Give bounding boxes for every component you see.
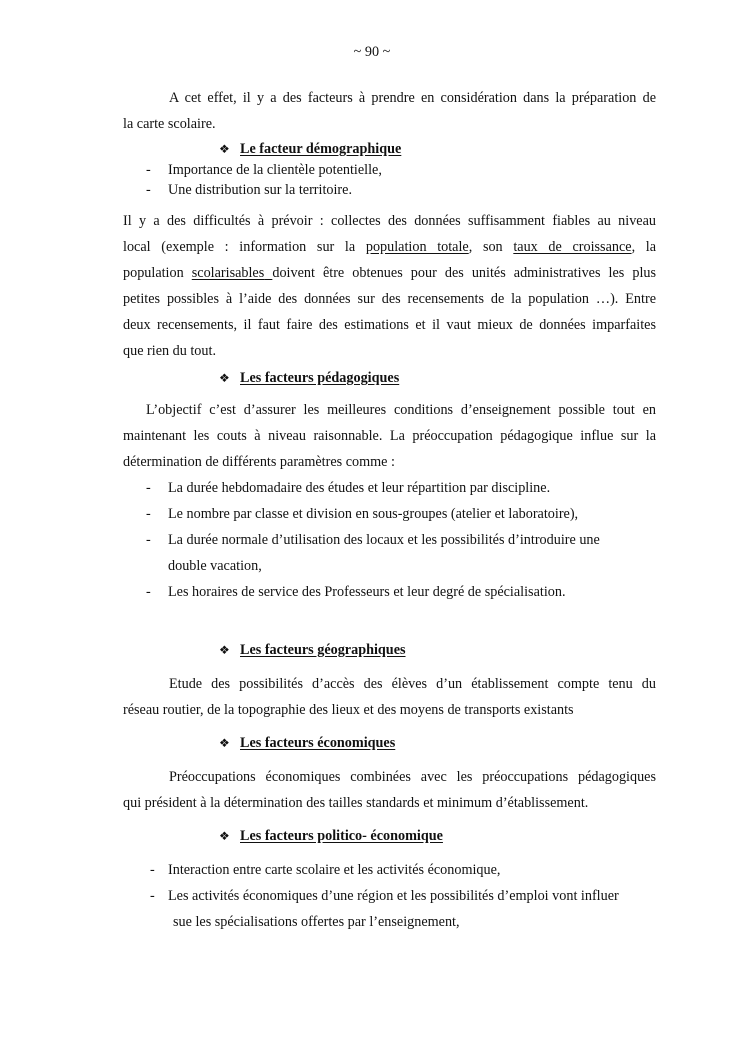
list-item: La durée hebdomadaire des études et leur répartition par discipline. [168, 480, 551, 496]
diamond-bullet-icon: ❖ [219, 643, 230, 657]
heading-geographiques: Les facteurs géographiques [240, 642, 406, 658]
heading-economiques: Les facteurs économiques [240, 735, 396, 751]
list-item: Le nombre par classe et division en sous-groupes (atelier et laboratoire), [168, 506, 579, 522]
para3-line-1: L’objectif c’est d’assurer les meilleures conditions d’enseignement possible tout en [146, 402, 656, 418]
dash-bullet: - [146, 162, 151, 178]
dash-bullet: - [150, 888, 155, 904]
list-item-continuation: sue les spécialisations offertes par l’enseignement, [173, 914, 460, 930]
dash-bullet: - [150, 862, 155, 878]
para4-line-2: réseau routier, de la topographie des lieux et des moyens de transports existants [123, 702, 574, 718]
para2-line-6: que rien du tout. [123, 343, 216, 359]
diamond-bullet-icon: ❖ [219, 371, 230, 385]
para2-line-2: local (exemple : information sur la population totale, son taux de croissance, la [123, 239, 657, 255]
para2-line-3: population scolarisables doivent être obtenues pour des unités administratives les plus [123, 265, 657, 281]
para2-line-5: deux recensements, il faut faire des estimations et il vaut mieux de données imparfaites [123, 317, 656, 333]
underlined-term: scolarisables [191, 265, 265, 281]
dash-bullet: - [146, 506, 151, 522]
dash-bullet: - [146, 584, 151, 600]
list-item: Une distribution sur la territoire. [168, 182, 353, 198]
para3-line-2: maintenant les couts à niveau raisonnable. La préoccupation pédagogique influe sur la [123, 428, 656, 444]
dash-bullet: - [146, 532, 151, 548]
list-item: Importance de la clientèle potentielle, [168, 162, 382, 178]
list-item: Les activités économiques d’une région et les possibilités d’emploi vont influer [168, 888, 619, 904]
diamond-bullet-icon: ❖ [219, 142, 230, 156]
dash-bullet: - [146, 480, 151, 496]
list-item: La durée normale d’utilisation des locaux et les possibilités d’introduire une [168, 532, 600, 548]
diamond-bullet-icon: ❖ [219, 829, 230, 843]
para5-line-2: qui président à la détermination des tailles standards et minimum d’établissement. [123, 795, 589, 811]
para4-line-1: Etude des possibilités d’accès des élèves d’un établissement compte tenu du [169, 676, 656, 692]
list-item: Interaction entre carte scolaire et les activités économique, [168, 862, 501, 878]
intro-line-2: la carte scolaire. [123, 116, 216, 132]
para3-line-3: détermination de différents paramètres comme : [123, 454, 395, 470]
list-item-continuation: double vacation, [168, 558, 262, 574]
intro-line-1: A cet effet, il y a des facteurs à prendre en considération dans la préparation de [169, 90, 656, 106]
diamond-bullet-icon: ❖ [219, 736, 230, 750]
heading-pedagogiques: Les facteurs pédagogiques [240, 370, 400, 386]
dash-bullet: - [146, 182, 151, 198]
para2-line-1: Il y a des difficultés à prévoir : collectes des données suffisamment fiables au niveau [123, 213, 656, 229]
underlined-term: taux de croissance [513, 239, 632, 255]
heading-politico-economique: Les facteurs politico- économique [240, 828, 443, 844]
heading-demographique: Le facteur démographique [240, 141, 402, 157]
page-number: ~ 90 ~ [353, 44, 391, 60]
para2-line-4: petites possibles à l’aide des données sur des recensements de la population …). Entre [123, 291, 656, 307]
list-item: Les horaires de service des Professeurs et leur degré de spécialisation. [168, 584, 566, 600]
para5-line-1: Préoccupations économiques combinées avec les préoccupations pédagogiques [169, 769, 656, 785]
underlined-term: population totale [365, 239, 469, 255]
